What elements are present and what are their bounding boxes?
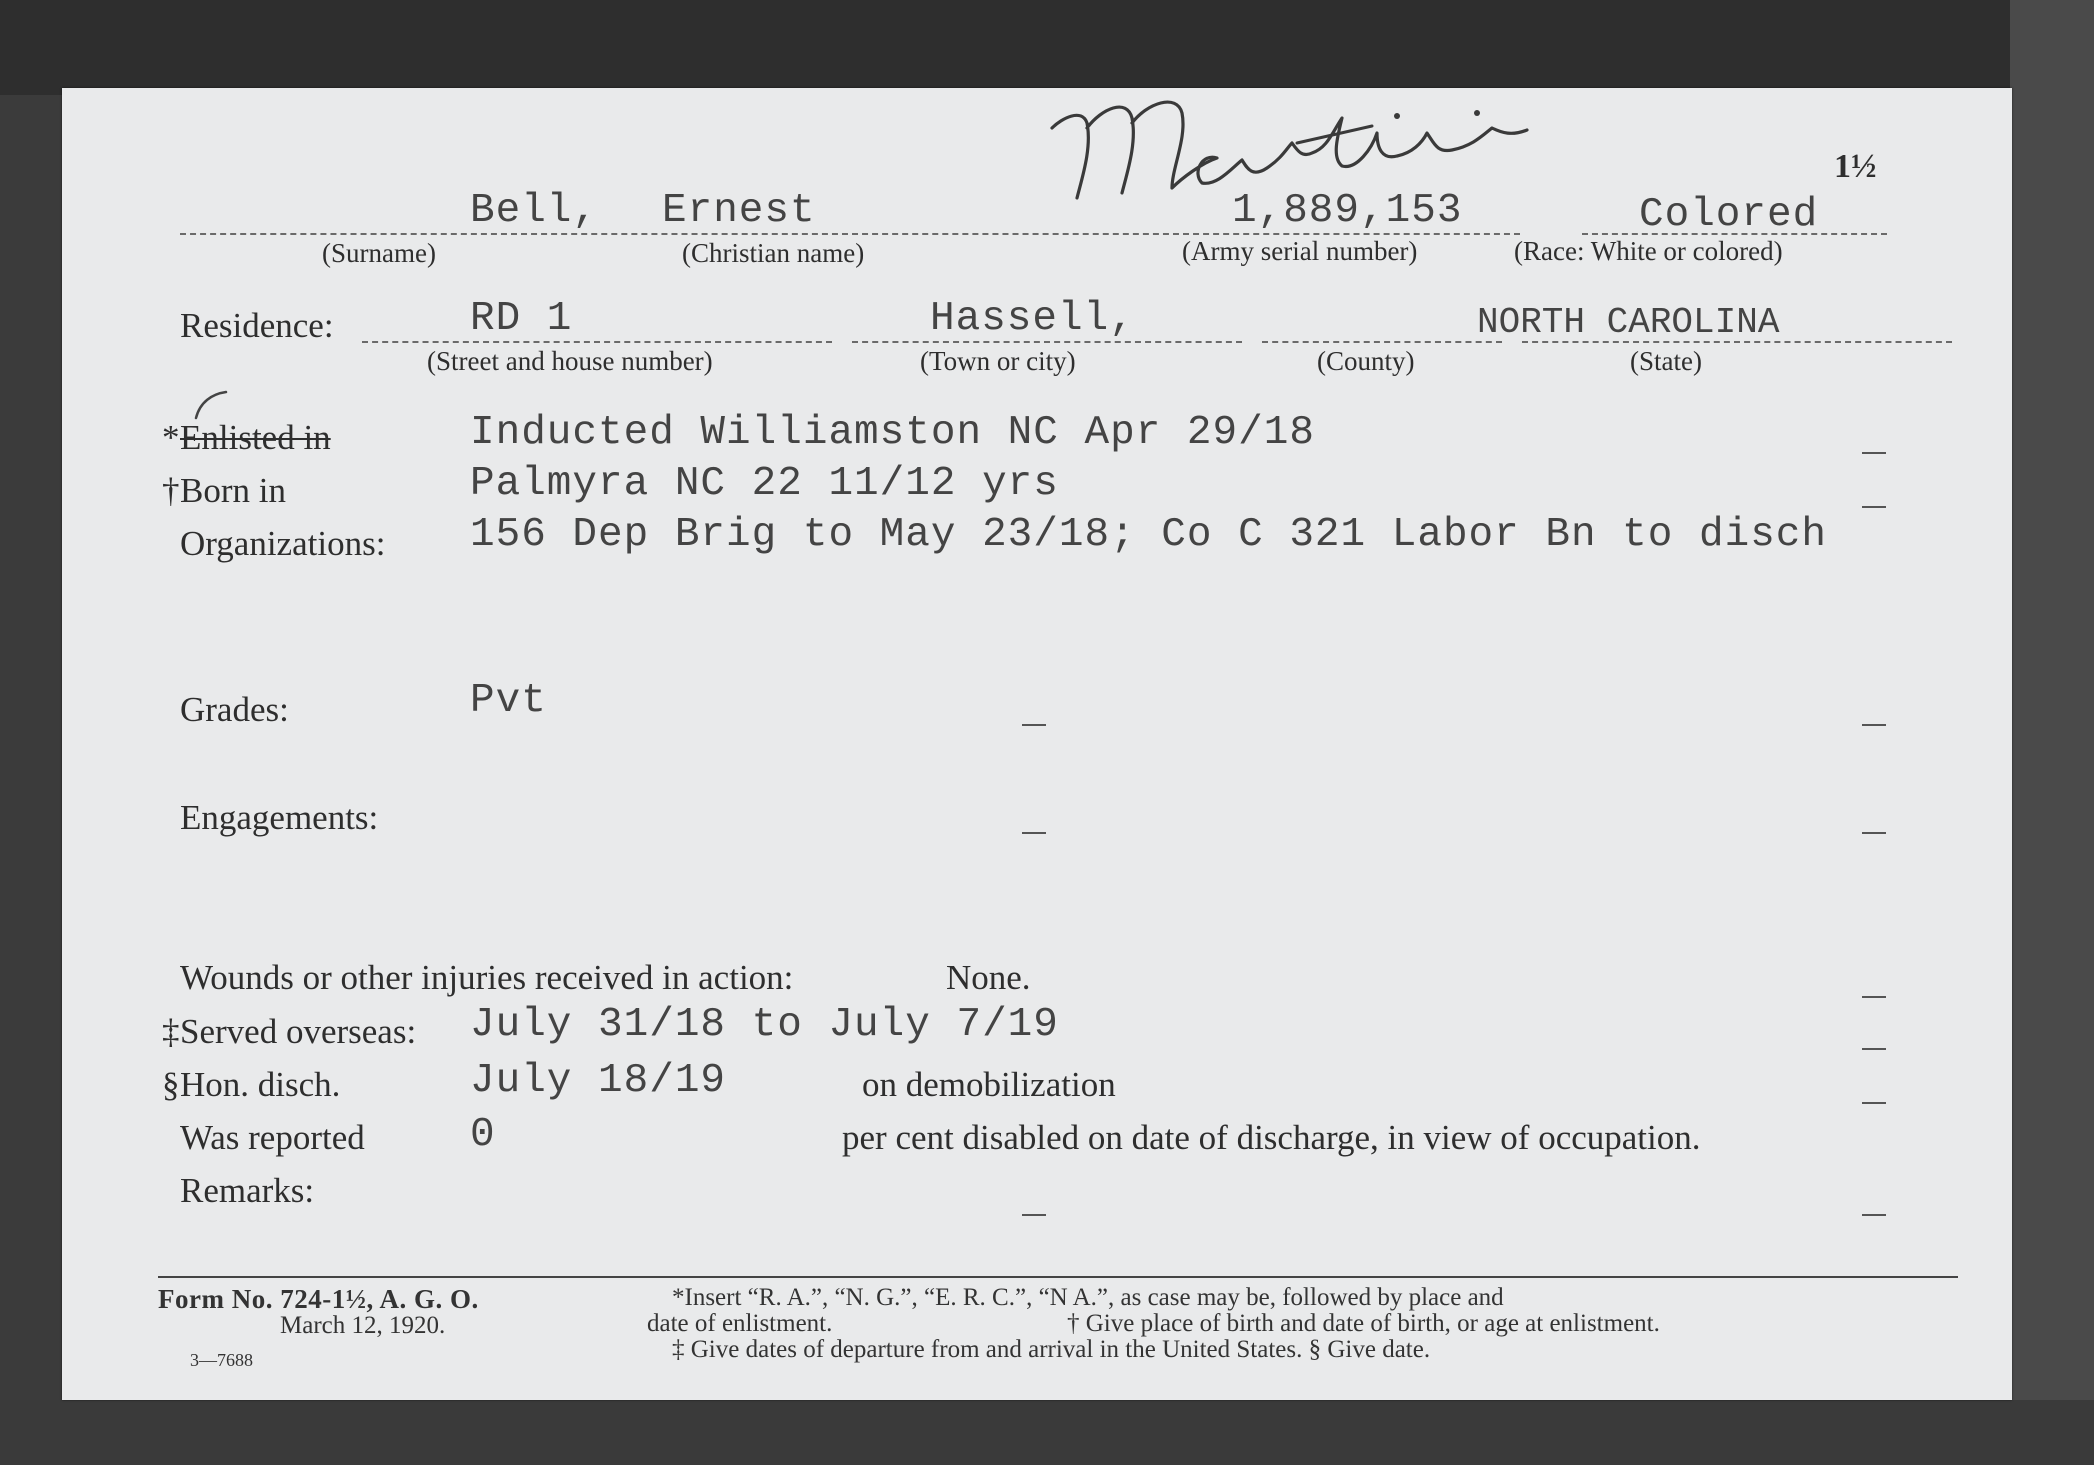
overseas-value: July 31/18 to July 7/19	[470, 1002, 1059, 1048]
surname-value: Bell,	[470, 188, 599, 234]
reported-label: Was reported	[180, 1118, 365, 1157]
town-label: (Town or city)	[920, 346, 1076, 376]
race-label: (Race: White or colored)	[1514, 236, 1783, 266]
service-record-card	[62, 88, 2012, 1400]
name-line	[180, 233, 1520, 235]
margin-dash	[1862, 996, 1886, 998]
street-line	[362, 341, 832, 343]
form-number: Form No. 724-1½, A. G. O.	[158, 1284, 479, 1314]
form-code: 3—7688	[190, 1350, 253, 1370]
residence-street-value: RD 1	[470, 296, 573, 342]
footnote-birth: † Give place of birth and date of birth, or age at enlistment.	[1067, 1310, 1660, 1337]
born-label: Born in	[180, 471, 286, 510]
wounds-label: Wounds or other injuries received in action:	[180, 958, 794, 997]
residence-state-value: NORTH CAROLINA	[1477, 302, 1780, 343]
christian-name-label: (Christian name)	[682, 238, 865, 268]
serial-number-value: 1,889,153	[1232, 188, 1463, 234]
serial-label: (Army serial number)	[1182, 236, 1418, 266]
town-line	[852, 341, 1242, 343]
margin-dash	[1862, 832, 1886, 834]
page-fraction: 1½	[1834, 148, 1877, 185]
margin-dash	[1022, 1214, 1046, 1216]
scan-border-right	[2010, 0, 2094, 1465]
enlisted-value: Inducted Williamston NC Apr 29/18	[470, 410, 1315, 456]
margin-dash	[1862, 1214, 1886, 1216]
organizations-value: 156 Dep Brig to May 23/18; Co C 321 Labor Bn to disch	[470, 512, 1828, 558]
overseas-mark: ‡	[162, 1012, 180, 1051]
margin-dash	[1022, 724, 1046, 726]
enlisted-label: Enlisted in	[180, 418, 331, 457]
margin-dash	[1862, 724, 1886, 726]
footnote-enlistment: *Insert “R. A.”, “N. G.”, “E. R. C.”, “N A.”, as case may be, followed by place and	[672, 1284, 1504, 1311]
remarks-label: Remarks:	[180, 1171, 315, 1210]
grades-label: Grades:	[180, 690, 289, 729]
scan-border-top	[0, 0, 2094, 95]
footnote-enlistment-cont: date of enlistment.	[647, 1310, 833, 1337]
disabled-percent-value: 0	[470, 1112, 496, 1158]
born-value: Palmyra NC 22 11/12 yrs	[470, 461, 1059, 507]
demobilization-label: on demobilization	[862, 1065, 1116, 1104]
discharge-value: July 18/19	[470, 1058, 727, 1104]
race-line	[1582, 233, 1887, 235]
margin-dash	[1862, 452, 1886, 454]
christian-name-value: Ernest	[662, 188, 816, 234]
margin-dash	[1862, 1102, 1886, 1104]
discharge-label: Hon. disch.	[180, 1065, 341, 1104]
margin-dash	[1022, 832, 1046, 834]
margin-dash	[1862, 1048, 1886, 1050]
born-mark: †	[162, 471, 180, 510]
organizations-label: Organizations:	[180, 524, 386, 563]
form-date: March 12, 1920.	[280, 1312, 446, 1339]
overseas-label: Served overseas:	[180, 1012, 417, 1051]
county-line	[1262, 341, 1502, 343]
state-label: (State)	[1630, 346, 1702, 376]
county-label: (County)	[1317, 346, 1415, 376]
state-line	[1522, 341, 1952, 343]
surname-label: (Surname)	[322, 238, 436, 268]
discharge-mark: §	[162, 1065, 180, 1104]
footnote-overseas: ‡ Give dates of departure from and arrival in the United States. § Give date.	[672, 1336, 1431, 1363]
residence-town-value: Hassell,	[930, 296, 1135, 342]
race-value: Colored	[1639, 192, 1819, 238]
enlisted-mark: *	[162, 418, 180, 457]
wounds-value: None.	[946, 958, 1031, 997]
street-label: (Street and house number)	[427, 346, 713, 376]
engagements-label: Engagements:	[180, 798, 379, 837]
footer-rule	[158, 1276, 1958, 1278]
grades-value: Pvt	[470, 678, 547, 724]
scan-border-bottom	[0, 1400, 2094, 1465]
residence-label: Residence:	[180, 306, 334, 345]
disabled-label: per cent disabled on date of discharge, in view of occupation.	[842, 1118, 1701, 1157]
margin-dash	[1862, 506, 1886, 508]
